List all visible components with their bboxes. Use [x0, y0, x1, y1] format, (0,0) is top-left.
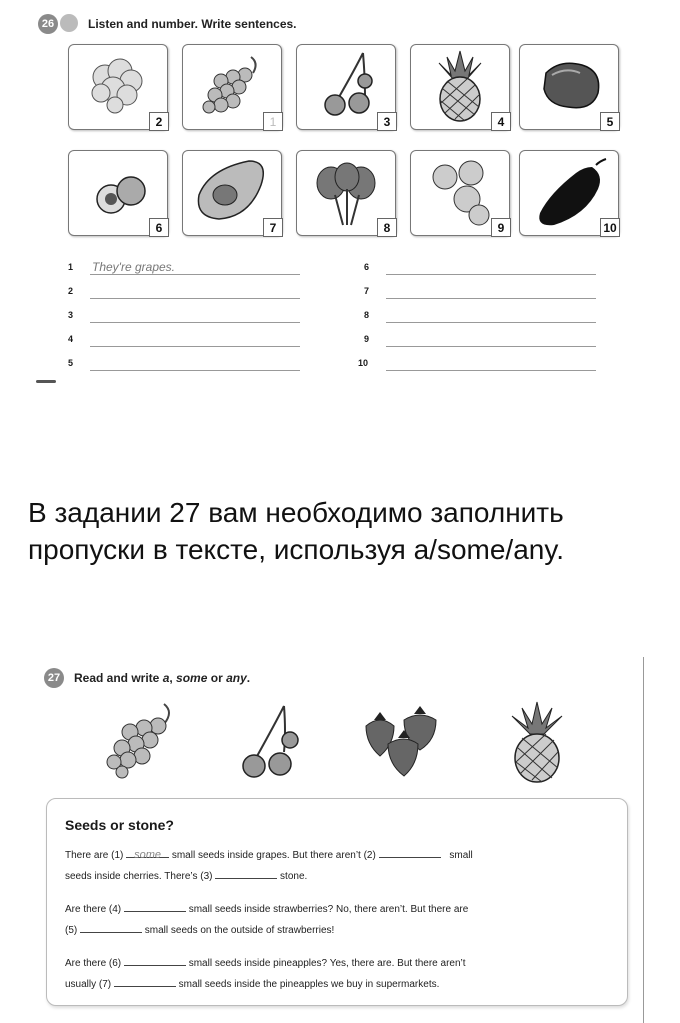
picture-card-aubergine — [519, 150, 619, 236]
writing-line[interactable]: 7 — [364, 286, 604, 300]
picture-card-pepper — [519, 44, 619, 130]
paragraph-2: Are there (4) small seeds inside strawberries? No, there aren’t. But there are (5) small seeds on the outside of strawberries! — [65, 899, 625, 941]
picture-card-plums — [68, 150, 168, 236]
blank-1[interactable]: some — [126, 845, 169, 858]
instruction-text: В задании 27 вам необходимо заполнить пропуски в тексте, используя a/some/any. — [28, 497, 565, 565]
strawberries-icon — [360, 704, 440, 780]
story-title: Seeds or stone? — [65, 817, 174, 833]
picture-card-spinach — [296, 150, 396, 236]
story-card — [46, 798, 628, 1006]
writing-line[interactable]: 3 — [68, 310, 308, 324]
blank-7[interactable] — [114, 974, 176, 987]
cherries-icon — [226, 702, 306, 782]
writing-line[interactable]: 6 — [364, 262, 604, 276]
exercise-27-title: Read and write a, some or any. — [74, 671, 251, 685]
writing-line[interactable]: 10 — [358, 358, 604, 372]
writing-line[interactable]: 9 — [364, 334, 604, 348]
blank-3[interactable] — [215, 866, 277, 879]
picture-number: 2 — [149, 112, 169, 131]
picture-number: 5 — [600, 112, 620, 131]
picture-card-pineapple — [410, 44, 510, 130]
picture-number: 4 — [491, 112, 511, 131]
audio-cd-icon — [60, 14, 78, 32]
picture-card-avocado — [182, 150, 282, 236]
divider — [36, 380, 56, 383]
exercise-27-badge: 27 — [44, 668, 64, 688]
example-answer: They're grapes. — [92, 260, 175, 274]
paragraph-1: There are (1) some small seeds inside grapes. But there aren’t (2) small seeds inside cherries. There’s (3) stone. — [65, 845, 625, 887]
grapes-icon — [92, 700, 182, 780]
picture-number: 3 — [377, 112, 397, 131]
writing-line[interactable]: 8 — [364, 310, 604, 324]
writing-line[interactable]: 2 — [68, 286, 308, 300]
picture-number: 10 — [600, 218, 620, 237]
paragraph-3: Are there (6) small seeds inside pineapples? Yes, there are. But there aren’t usually (7) small seeds inside the pineapples we buy in supermarkets. — [65, 953, 625, 995]
picture-card-raspberries — [410, 150, 510, 236]
writing-line[interactable]: 5 — [68, 358, 308, 372]
picture-number: 1 — [263, 112, 283, 131]
blank-6[interactable] — [124, 953, 186, 966]
blank-4[interactable] — [124, 899, 186, 912]
picture-card-cauliflower — [68, 44, 168, 130]
writing-line[interactable]: 4 — [68, 334, 308, 348]
picture-card-grapes — [182, 44, 282, 130]
picture-card-cherries — [296, 44, 396, 130]
writing-line[interactable]: 1 They're grapes. — [68, 262, 308, 276]
blank-5[interactable] — [80, 920, 142, 933]
exercise-26-badge: 26 — [38, 14, 58, 34]
page-edge-line — [643, 657, 644, 1023]
picture-number: 7 — [263, 218, 283, 237]
picture-number: 6 — [149, 218, 169, 237]
blank-2[interactable] — [379, 845, 441, 858]
exercise-26-title: Listen and number. Write sentences. — [88, 17, 297, 31]
picture-number: 9 — [491, 218, 511, 237]
picture-number: 8 — [377, 218, 397, 237]
pineapple-icon — [502, 700, 572, 784]
